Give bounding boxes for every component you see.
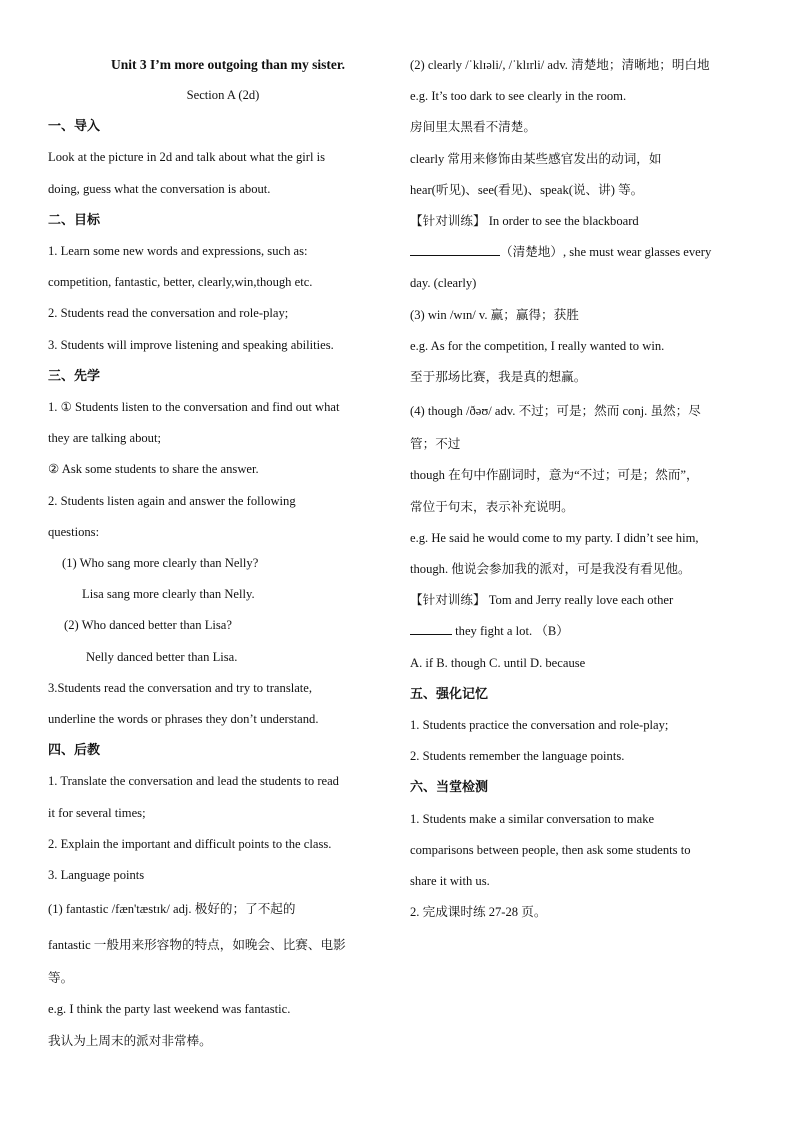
text-line: 【针对训练】 In order to see the blackboard	[410, 214, 639, 229]
text-line: it for several times;	[48, 805, 146, 820]
text-line: though. 他说会参加我的派对，可是我没有看见他。	[410, 562, 691, 577]
text-line: though 在句中作副词时，意为“不过；可是；然而”，	[410, 468, 699, 483]
text-line	[410, 616, 755, 647]
text-line: 房间里太黑看不清楚。	[410, 120, 536, 135]
text-line: 我认为上周末的派对非常棒。	[48, 1033, 212, 1048]
text-line: 2. Students remember the language points.	[410, 749, 625, 764]
text-line: fantastic 一般用来形容物的特点，如晚会、比赛、电影	[48, 938, 346, 953]
text-line: e.g. He said he would come to my party. I didn’t see him,	[410, 530, 699, 545]
text-line: competition, fantastic, better, clearly,win,though etc.	[48, 275, 313, 290]
text-line: 管；不过	[410, 437, 461, 452]
text-line: 1. Translate the conversation and lead the students to read	[48, 774, 339, 789]
text-line: 2. Students read the conversation and role-play;	[48, 306, 289, 321]
section-heading: 六、当堂检测	[410, 780, 489, 796]
text-line: comparisons between people, then ask some students to	[410, 842, 691, 857]
text-line: 3.Students read the conversation and try to translate,	[48, 680, 313, 695]
text-line: (1) Who sang more clearly than Nelly?	[62, 556, 259, 571]
text-line: e.g. As for the competition, I really wanted to win.	[410, 338, 665, 353]
text-line: 2. Students listen again and answer the following	[48, 493, 296, 508]
right-column	[410, 50, 755, 928]
line-text: （清楚地）, she must wear glasses every	[500, 245, 712, 260]
text-line: (2) clearly /ˈklɪəli/, /ˈklɪrli/ adv. 清楚地；清晰地；明白地	[410, 58, 710, 72]
text-line: Nelly danced better than Lisa.	[86, 649, 238, 664]
text-line: Lisa sang more clearly than Nelly.	[82, 587, 255, 602]
text-line: (4) though /ðəʊ/ adv. 不过；可是；然而 conj. 虽然；尽	[410, 404, 701, 419]
text-line: questions:	[48, 524, 100, 539]
text-line: 【针对训练】 Tom and Jerry really love each other	[410, 593, 674, 608]
text-line: clearly 常用来修饰由某些感官发出的动词，如	[410, 151, 662, 166]
text-line	[410, 237, 755, 268]
section-heading: 二、目标	[48, 212, 101, 228]
right-lines	[410, 50, 755, 928]
text-line: 1. Students make a similar conversation to make	[410, 811, 655, 826]
text-line: e.g. I think the party last weekend was fantastic.	[48, 1002, 291, 1017]
left-column	[48, 50, 388, 1057]
answer-blank	[410, 243, 500, 256]
section-subtitle: Section A (2d)	[186, 88, 260, 102]
text-line: ② Ask some students to share the answer.	[48, 462, 259, 477]
text-line: day. (clearly)	[410, 276, 477, 291]
text-line: (1) fantastic /fæn'tæstɪk/ adj. 极好的；了不起的	[48, 902, 296, 917]
text-line: hear(听见)、see(看见)、speak(说、讲) 等。	[410, 182, 644, 197]
text-line: Look at the picture in 2d and talk about what the girl is	[48, 150, 325, 165]
text-line: 1. Learn some new words and expressions, such as:	[48, 244, 308, 259]
section-heading: 一、导入	[48, 119, 101, 135]
text-line: 2. 完成课时练 27-28 页。	[410, 905, 547, 920]
text-line: doing, guess what the conversation is about.	[48, 181, 271, 196]
text-line: 3. Language points	[48, 868, 145, 883]
left-lines	[48, 111, 388, 1057]
text-line: (2) Who danced better than Lisa?	[64, 618, 232, 633]
text-line: 至于那场比赛，我是真的想赢。	[410, 370, 587, 385]
document-title: Unit 3 I’m more outgoing than my sister.	[110, 57, 345, 72]
text-line: 1. ① Students listen to the conversation and find out what	[48, 400, 340, 415]
text-line: 3. Students will improve listening and speaking abilities.	[48, 337, 334, 352]
text-line: 常位于句末，表示补充说明。	[410, 499, 574, 514]
text-line: (3) win /wɪn/ v. 赢；赢得；获胜	[410, 307, 579, 322]
text-line: A. if B. though C. until D. because	[410, 655, 586, 670]
text-line: 2. Explain the important and difficult points to the class.	[48, 836, 332, 851]
text-line: 等。	[48, 971, 74, 986]
text-line: e.g. It’s too dark to see clearly in the room.	[410, 89, 627, 104]
text-line: they are talking about;	[48, 431, 161, 446]
line-text: they fight a lot. （B）	[452, 624, 569, 639]
section-heading: 五、强化记忆	[410, 686, 489, 702]
text-line: underline the words or phrases they don’t understand.	[48, 712, 319, 727]
text-line: 1. Students practice the conversation and role-play;	[410, 718, 669, 733]
section-heading: 四、后教	[48, 743, 101, 759]
section-heading: 三、先学	[48, 368, 101, 384]
answer-blank	[410, 622, 452, 635]
text-line: share it with us.	[410, 874, 490, 889]
